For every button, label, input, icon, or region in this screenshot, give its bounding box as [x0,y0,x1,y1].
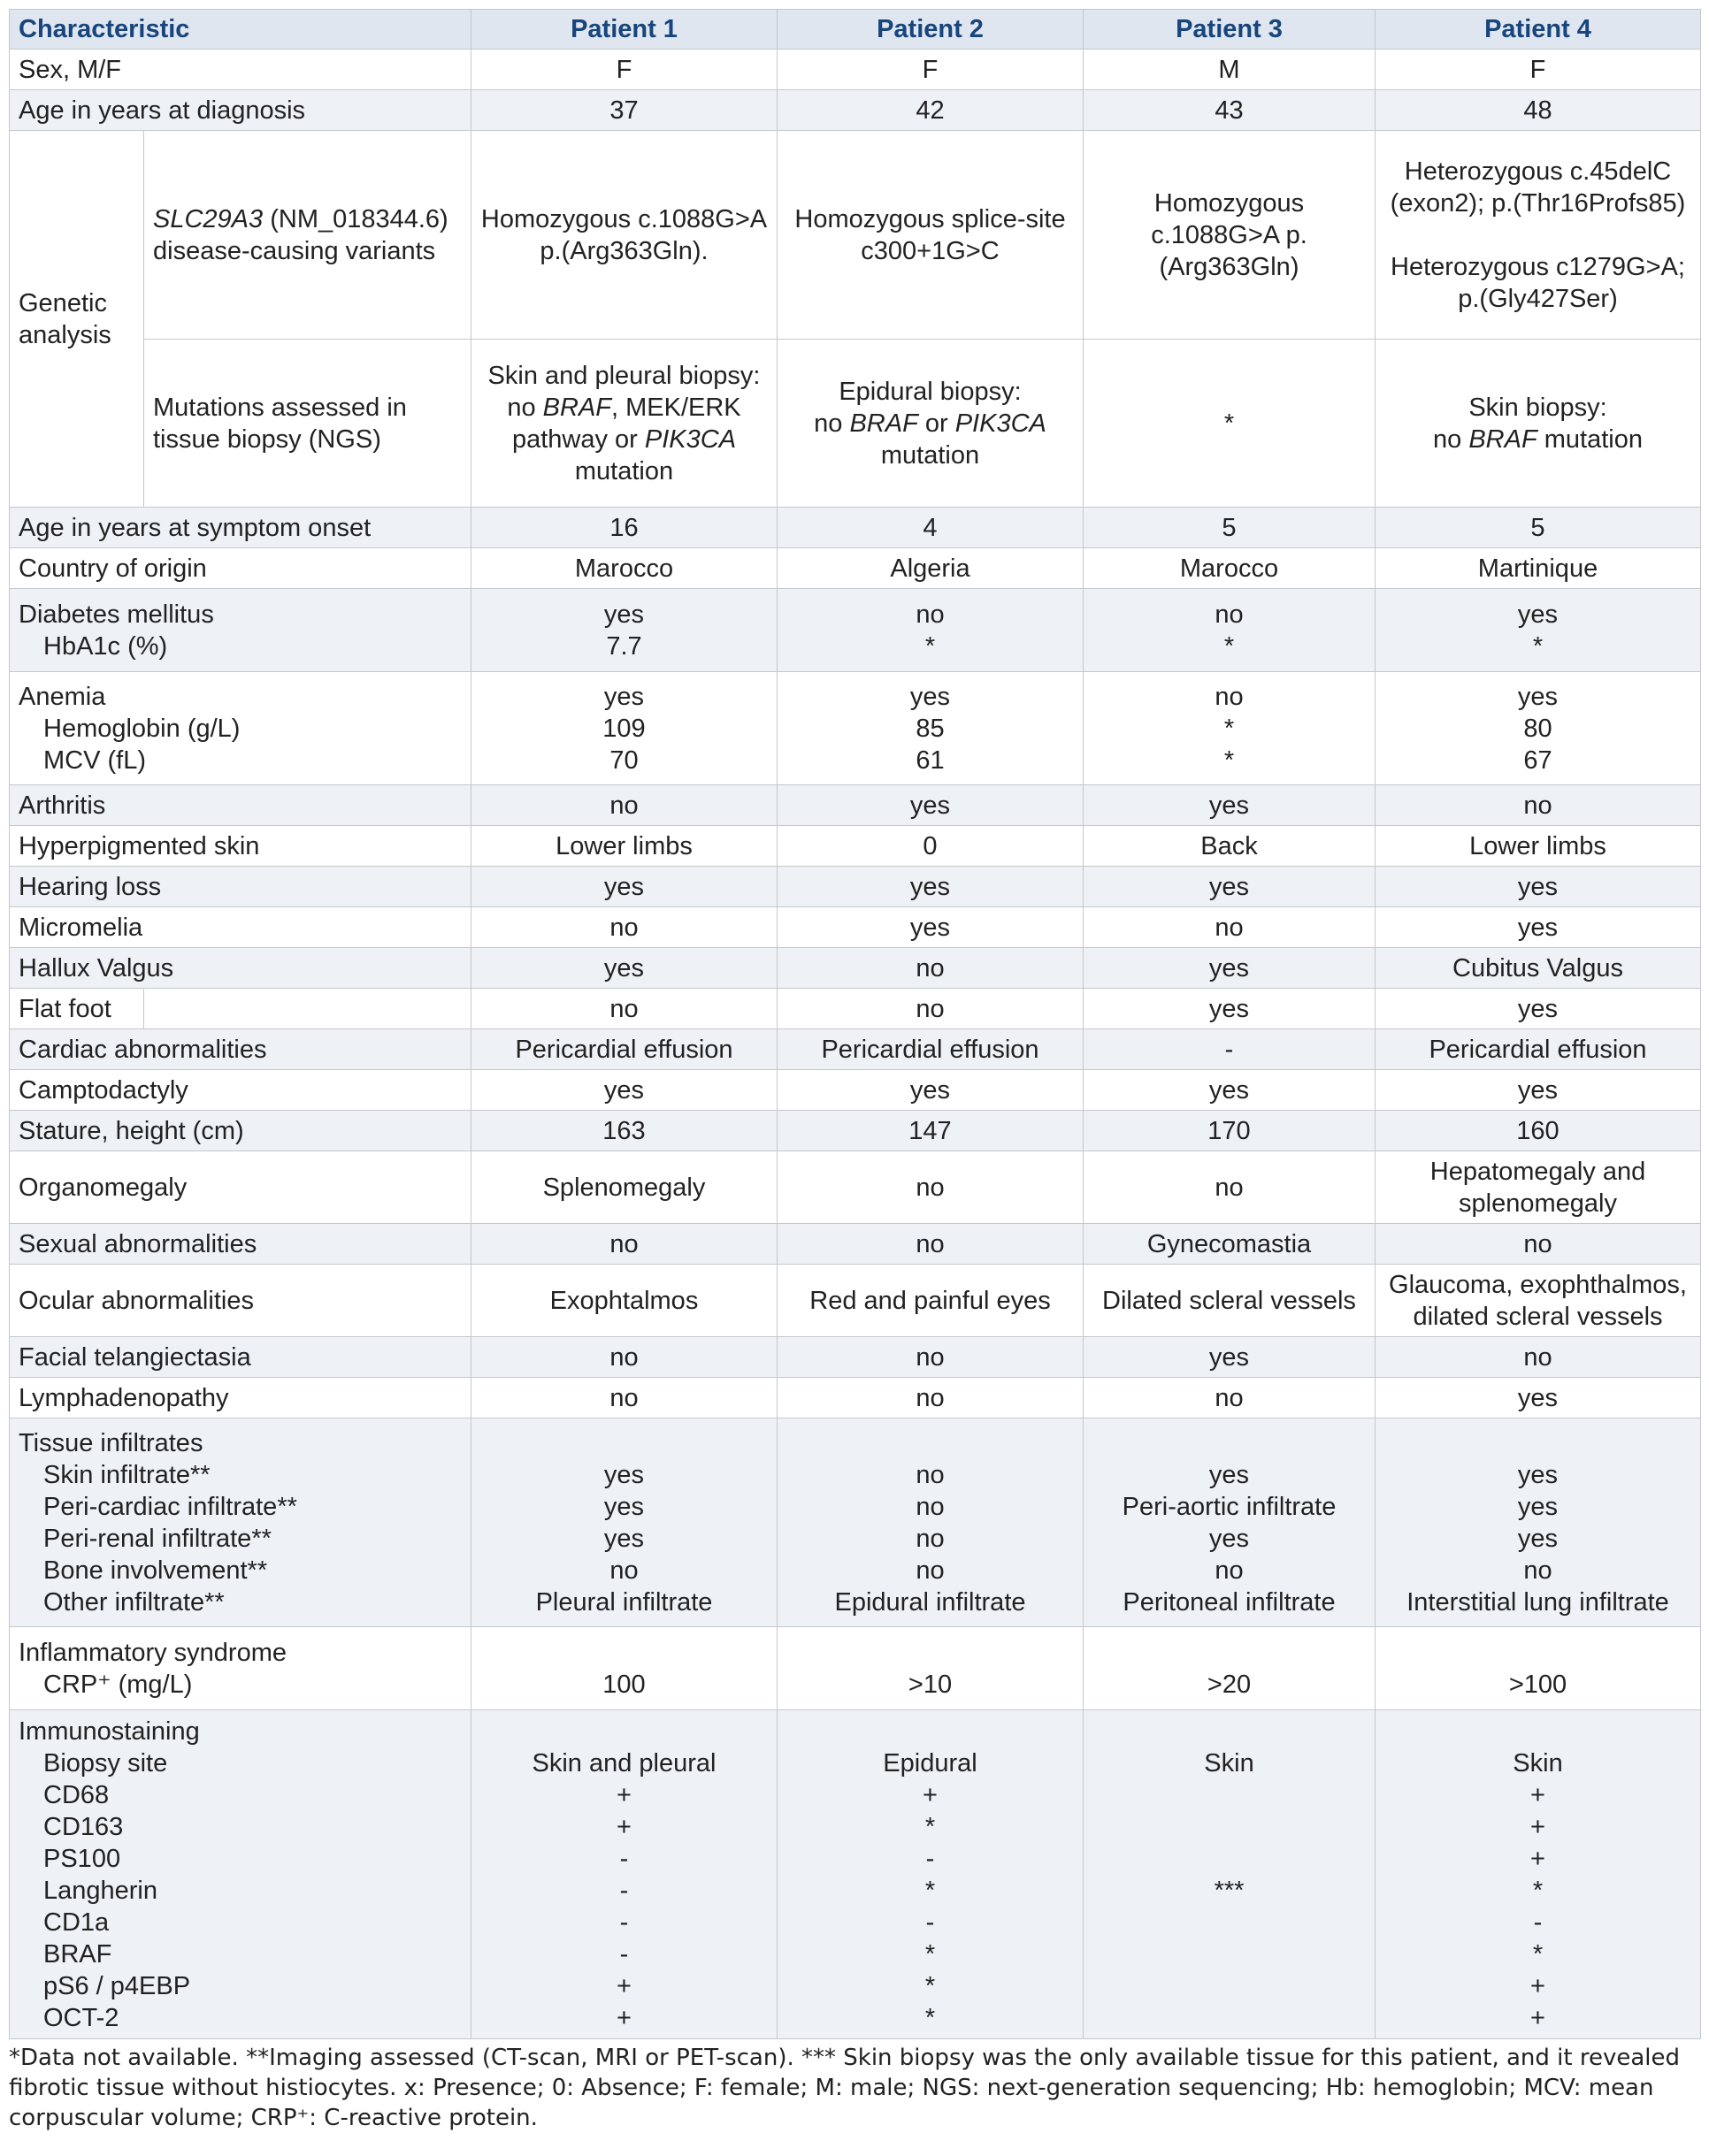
cell: yes [471,1070,778,1111]
cell: Lower limbs [1376,826,1701,867]
cell: yes [778,907,1084,948]
cell: >100 [1376,1627,1701,1710]
row-label: Micromelia [10,907,471,948]
header-patient-4: Patient 4 [1376,10,1701,50]
row-label: Sex, M/F [10,50,471,90]
cell: yes [1084,1337,1376,1378]
cell: Epidural + * - * - * * * [778,1710,1084,2039]
row-label: Hyperpigmented skin [10,826,471,867]
cell: Homozygous c.1088G>A p.(Arg363Gln) [1084,131,1376,340]
cell: no [778,1378,1084,1418]
cell: Algeria [778,548,1084,589]
cell: Exophtalmos [471,1265,778,1337]
header-patient-3: Patient 3 [1084,10,1376,50]
cell: no [778,1224,1084,1265]
cell: no * [778,589,1084,672]
row-label: Lymphadenopathy [10,1378,471,1418]
table-row [10,131,1701,340]
cell: Homozygous c.1088G>A p.(Arg363Gln). [471,131,778,340]
cell: no [1376,1224,1701,1265]
cell: yes yes yes no Interstitial lung infiltrate [1376,1418,1701,1627]
table-row [10,589,1701,672]
header-characteristic: Characteristic [10,10,471,50]
cell: 37 [471,90,778,131]
row-label: Hearing loss [10,867,471,907]
cell: Skin and pleural + + - - - - + + [471,1710,778,2039]
table-row [10,340,1701,508]
cell: F [1376,50,1701,90]
cell: no [1084,1151,1376,1224]
cell: no [471,1337,778,1378]
table-row [10,826,1701,867]
table-row [10,1378,1701,1418]
header-patient-2: Patient 2 [778,10,1084,50]
cell: 42 [778,90,1084,131]
table-row [10,1418,1701,1627]
row-label: Age in years at diagnosis [10,90,471,131]
row-label: Organomegaly [10,1151,471,1224]
table-row [10,90,1701,131]
cell: Skin biopsy: no BRAF mutation [1376,340,1701,508]
row-label: Cardiac abnormalities [10,1029,471,1070]
cell: 5 [1084,508,1376,548]
table-row [10,785,1701,826]
cell: Homozygous splice-site c300+1G>C [778,131,1084,340]
cell: yes [471,867,778,907]
cell: 0 [778,826,1084,867]
row-label: Diabetes mellitus HbA1c (%) [10,589,471,672]
row-label: Immunostaining Biopsy site CD68 CD163 PS100 Langherin CD1a BRAF pS6 / p4EBP OCT-2 [10,1710,471,2039]
cell: Pericardial effusion [471,1029,778,1070]
row-label: Flat foot [10,989,144,1029]
cell: - [1084,1029,1376,1070]
header-patient-1: Patient 1 [471,10,778,50]
table-row [10,1627,1701,1710]
gene-name: SLC29A3 [153,204,264,233]
cell: no [1084,1378,1376,1418]
cell: 4 [778,508,1084,548]
cell: yes [778,867,1084,907]
row-label: Sexual abnormalities [10,1224,471,1265]
row-label: Inflammatory syndrome CRP⁺ (mg/L) [10,1627,471,1710]
cell: * [1084,340,1376,508]
cell: 43 [1084,90,1376,131]
cell: 147 [778,1111,1084,1151]
cell: yes [1376,989,1701,1029]
table-footnote: *Data not available. **Imaging assessed (CT-scan, MRI or PET-scan). *** Skin biopsy was the only available tissue for this patient, and it revealed fibrotic tissue without histiocytes. x: Presence; 0: Absence; F: female; M: male; NGS: next-generation sequencing; Hb: hemoglobin; MCV: mean corpuscular volume; CRP⁺: C-reactive protein. [9,2045,1680,2131]
row-label: Hallux Valgus [10,948,471,989]
cell: Marocco [471,548,778,589]
row-sublabel-mutations: Mutations assessed in tissue biopsy (NGS) [144,340,471,508]
cell: M [1084,50,1376,90]
table-row [10,907,1701,948]
cell: Lower limbs [471,826,778,867]
table-row [10,50,1701,90]
cell: yes 85 61 [778,672,1084,785]
cell: yes [1084,948,1376,989]
cell: yes 7.7 [471,589,778,672]
cell: Splenomegaly [471,1151,778,1224]
cell: Glaucoma, exophthalmos, dilated scleral vessels [1376,1265,1701,1337]
row-label: Age in years at symptom onset [10,508,471,548]
header-row [10,10,1701,50]
cell: no no no no Epidural infiltrate [778,1418,1084,1627]
cell: yes * [1376,589,1701,672]
cell: Gynecomastia [1084,1224,1376,1265]
cell: 100 [471,1627,778,1710]
cell: 160 [1376,1111,1701,1151]
cell: >20 [1084,1627,1376,1710]
cell: 170 [1084,1111,1376,1151]
row-label: Facial telangiectasia [10,1337,471,1378]
cell: 48 [1376,90,1701,131]
row-label-genetic: Genetic analysis [10,131,144,508]
cell: Hepatomegaly and splenomegaly [1376,1151,1701,1224]
cell: no [471,907,778,948]
cell: yes [1376,1070,1701,1111]
cell: yes 109 70 [471,672,778,785]
table-row [10,867,1701,907]
cell: yes [1084,989,1376,1029]
cell: Skin + + + * - * + + [1376,1710,1701,2039]
cell: yes [1084,785,1376,826]
cell: yes [1084,867,1376,907]
cell: no [778,1337,1084,1378]
table-row [10,672,1701,785]
cell: no [1084,907,1376,948]
table-row [10,1111,1701,1151]
cell: yes 80 67 [1376,672,1701,785]
table-row [10,1224,1701,1265]
cell: no [778,948,1084,989]
cell: yes [778,785,1084,826]
table-row [10,1265,1701,1337]
row-label: Tissue infiltrates Skin infiltrate** Peri-cardiac infiltrate** Peri-renal infiltrate** Bone involvement** Other infiltrate** [10,1418,471,1627]
cell: no [1376,1337,1701,1378]
cell: Skin and pleural biopsy: no BRAF, MEK/ERK pathway or PIK3CA mutation [471,340,778,508]
row-label: Arthritis [10,785,471,826]
cell: yes [471,948,778,989]
cell: no * * [1084,672,1376,785]
table-row [10,1337,1701,1378]
cell: yes yes yes no Pleural infiltrate [471,1418,778,1627]
cell: 5 [1376,508,1701,548]
table-row [10,1710,1701,2039]
row-label: Anemia Hemoglobin (g/L) MCV (fL) [10,672,471,785]
cell: Martinique [1376,548,1701,589]
cell: 16 [471,508,778,548]
row-label: Country of origin [10,548,471,589]
table-row [10,1029,1701,1070]
patient-characteristics-table [9,9,1701,2039]
cell: no [778,1151,1084,1224]
cell: Dilated scleral vessels [1084,1265,1376,1337]
table-row [10,1151,1701,1224]
cell: F [471,50,778,90]
cell: yes [1376,907,1701,948]
cell: no [778,989,1084,1029]
cell: yes [1376,1378,1701,1418]
row-label: Ocular abnormalities [10,1265,471,1337]
cell: no [1376,785,1701,826]
cell: yes [1084,1070,1376,1111]
cell: yes Peri-aortic infiltrate yes no Peritoneal infiltrate [1084,1418,1376,1627]
table-row [10,948,1701,989]
cell: no [471,1378,778,1418]
table-row [10,1070,1701,1111]
cell: Skin *** [1084,1710,1376,2039]
cell: no [471,989,778,1029]
table-row [10,989,1701,1029]
empty-cell [144,989,471,1029]
cell: no [471,785,778,826]
cell: yes [1376,867,1701,907]
table-row [10,548,1701,589]
cell: F [778,50,1084,90]
table-row [10,508,1701,548]
cell: Back [1084,826,1376,867]
cell: Pericardial effusion [1376,1029,1701,1070]
cell: Epidural biopsy: no BRAF or PIK3CA mutation [778,340,1084,508]
cell: Cubitus Valgus [1376,948,1701,989]
row-label: Camptodactyly [10,1070,471,1111]
cell: Marocco [1084,548,1376,589]
row-label: Stature, height (cm) [10,1111,471,1151]
cell: Red and painful eyes [778,1265,1084,1337]
cell: >10 [778,1627,1084,1710]
cell: yes [778,1070,1084,1111]
cell: Pericardial effusion [778,1029,1084,1070]
cell: no * [1084,589,1376,672]
cell: 163 [471,1111,778,1151]
cell: no [471,1224,778,1265]
cell: Heterozygous c.45delC (exon2); p.(Thr16Profs85) Heterozygous c1279G>A; p.(Gly427Ser) [1376,131,1701,340]
row-sublabel-variants: SLC29A3 (NM_018344.6) disease-causing variants [144,131,471,340]
